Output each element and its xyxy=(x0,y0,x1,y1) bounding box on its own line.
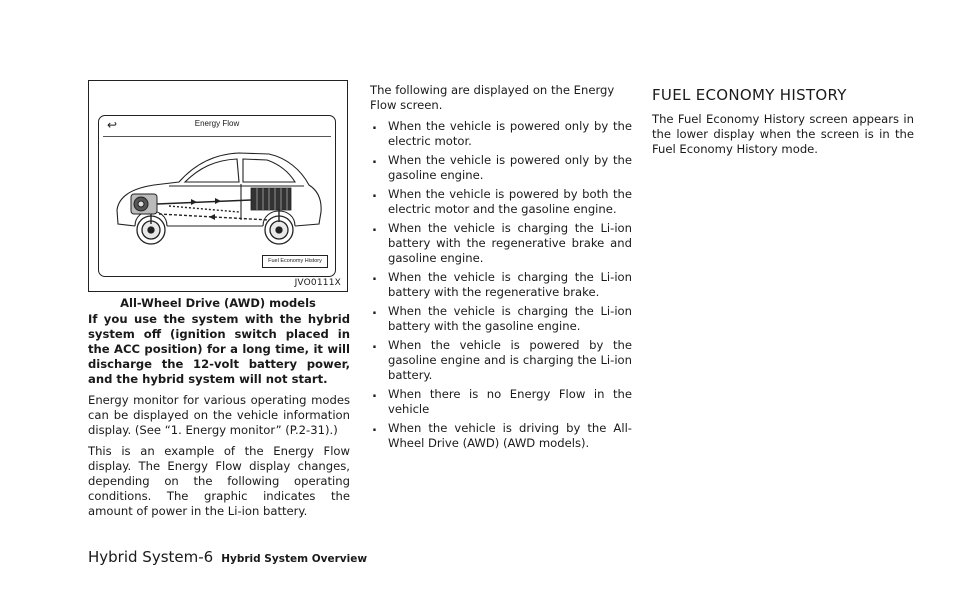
energy-flow-list xyxy=(370,119,632,451)
list-item: . When the vehicle is powered only by the gasoline engine. xyxy=(372,152,632,182)
bullet-dot: . xyxy=(372,220,377,235)
column-right xyxy=(652,84,914,163)
list-item: . When the vehicle is powered only by the electric motor. xyxy=(372,118,632,148)
header-divider xyxy=(103,136,331,137)
list-item: . When the vehicle is powered by both the electric motor and the gasoline engine. xyxy=(372,186,632,216)
list-item: . When the vehicle is driving by the All-Wheel Drive (AWD) (AWD models). xyxy=(372,420,632,450)
engine-motor-icon xyxy=(131,194,157,214)
fuel-economy-paragraph: The Fuel Economy History screen appears in the lower display when the screen is in the Fuel Economy History mode. xyxy=(652,112,914,156)
bullet-dot: . xyxy=(372,337,377,352)
screen-header xyxy=(99,116,335,136)
section-heading: FUEL ECONOMY HISTORY xyxy=(652,86,847,104)
list-item: . When the vehicle is charging the Li-ion battery with the gasoline engine. xyxy=(372,303,632,333)
bullet-dot: . xyxy=(372,269,377,284)
list-item: . When there is no Energy Flow in the vehicle xyxy=(372,386,632,416)
paragraph-energy-flow-example: This is an example of the Energy Flow display. The Energy Flow display changes, depending on the following operating conditions. The graphic indicates the amount of power in the Li-ion battery. xyxy=(88,444,350,518)
bullet-dot: . xyxy=(372,186,377,201)
bullet-dot: . xyxy=(372,386,377,401)
section-title: Hybrid System Overview xyxy=(221,553,368,565)
list-item: . When the vehicle is powered by the gasoline engine and is charging the Li-ion battery. xyxy=(372,337,632,382)
figure-caption: All-Wheel Drive (AWD) models xyxy=(120,296,316,310)
display-screen xyxy=(98,115,336,277)
bullet-dot: . xyxy=(372,152,377,167)
paragraph-energy-monitor: Energy monitor for various operating modes can be displayed on the vehicle information display. (See “1. Energy monitor” (P.2-31).) xyxy=(88,393,350,437)
bullet-dot: . xyxy=(372,303,377,318)
column-middle xyxy=(370,83,632,455)
bullet-dot: . xyxy=(372,118,377,133)
list-item: . When the vehicle is charging the Li-ion battery with the regenerative brake. xyxy=(372,269,632,299)
column-left xyxy=(88,312,350,525)
bullet-dot: . xyxy=(372,420,377,435)
battery-icon xyxy=(251,188,291,210)
list-item: . When the vehicle is charging the Li-ion battery with the regenerative brake and gasoline engine. xyxy=(372,220,632,265)
warning-paragraph: If you use the system with the hybrid system off (ignition switch placed in the ACC position) for a long time, it will discharge the 12-volt battery power, and the hybrid system will not start. xyxy=(88,312,350,386)
energy-flow-intro: The following are displayed on the Energy Flow screen. xyxy=(370,83,615,112)
car-cutaway-illustration xyxy=(109,140,329,254)
fuel-economy-history-button[interactable]: Fuel Economy History xyxy=(262,255,328,268)
screen-title: Energy Flow xyxy=(194,119,240,128)
page-number: Hybrid System-6 xyxy=(88,548,214,566)
figure-code: JVO0111X xyxy=(294,278,341,288)
page-footer xyxy=(88,548,367,566)
return-arrow-icon: ↩ xyxy=(107,118,118,132)
energy-flow-figure xyxy=(88,80,348,292)
